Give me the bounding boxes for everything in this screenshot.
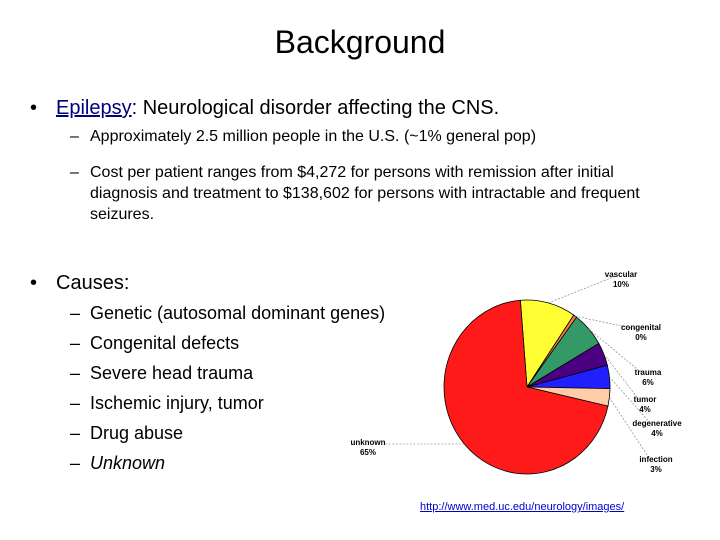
slice-value: 10% <box>612 280 629 289</box>
slice-name: congenital <box>620 323 661 332</box>
causes-heading: Causes: <box>56 272 130 294</box>
bullet-marker: • <box>30 272 38 294</box>
cause-text: Congenital defects <box>90 333 240 353</box>
pie-label-unknown <box>338 438 398 458</box>
slice-name: degenerative <box>632 419 682 428</box>
dash-marker: – <box>70 363 81 383</box>
dash-marker: – <box>70 423 81 443</box>
dash-marker: – <box>70 303 81 323</box>
pie-label-vascular <box>591 270 651 290</box>
dash-marker: – <box>70 333 81 353</box>
slice-value: 65% <box>359 448 376 457</box>
slice-name: vascular <box>604 270 638 279</box>
cause-text: Drug abuse <box>90 423 184 443</box>
pie-label-degenerative <box>627 419 687 439</box>
prevalence-text: Approximately 2.5 million people in the U.S. (~1% general pop) <box>90 128 537 145</box>
slice-value: 4% <box>639 405 651 414</box>
bullet-marker: • <box>30 97 38 119</box>
slice-name: trauma <box>634 368 662 377</box>
cause-text: Severe head trauma <box>90 363 254 383</box>
pie-label-tumor <box>615 395 675 415</box>
slice-value: 3% <box>650 465 662 474</box>
epilepsy-definition: : Neurological disorder affecting the CNS. <box>131 97 500 119</box>
dash-marker: – <box>70 128 79 145</box>
slice-name: unknown <box>350 438 386 447</box>
dash-marker: – <box>70 453 81 473</box>
slice-name: tumor <box>633 395 657 404</box>
slice-name: infection <box>639 455 673 464</box>
dash-marker: – <box>70 164 79 181</box>
pie-label-congenital <box>611 323 671 343</box>
dash-marker: – <box>70 393 81 413</box>
cause-text: Genetic (autosomal dominant genes) <box>90 303 386 323</box>
slice-value: 6% <box>642 378 654 387</box>
source-link[interactable]: http://www.med.uc.edu/neurology/images/ <box>420 501 625 513</box>
cause-text: Unknown <box>90 453 166 473</box>
slice-value: 4% <box>651 429 663 438</box>
slide-title: Background <box>274 24 446 60</box>
slice-value: 0% <box>635 333 647 342</box>
pie-label-trauma <box>618 368 678 388</box>
cause-text: Ischemic injury, tumor <box>90 393 264 413</box>
epilepsy-term: Epilepsy <box>56 97 132 119</box>
cost-text: Cost per patient ranges from $4,272 for persons with remission after initial diagnosis and treatment to $138,602 for persons with intractable and frequent seizures. <box>90 164 640 223</box>
pie-label-infection <box>626 455 686 475</box>
